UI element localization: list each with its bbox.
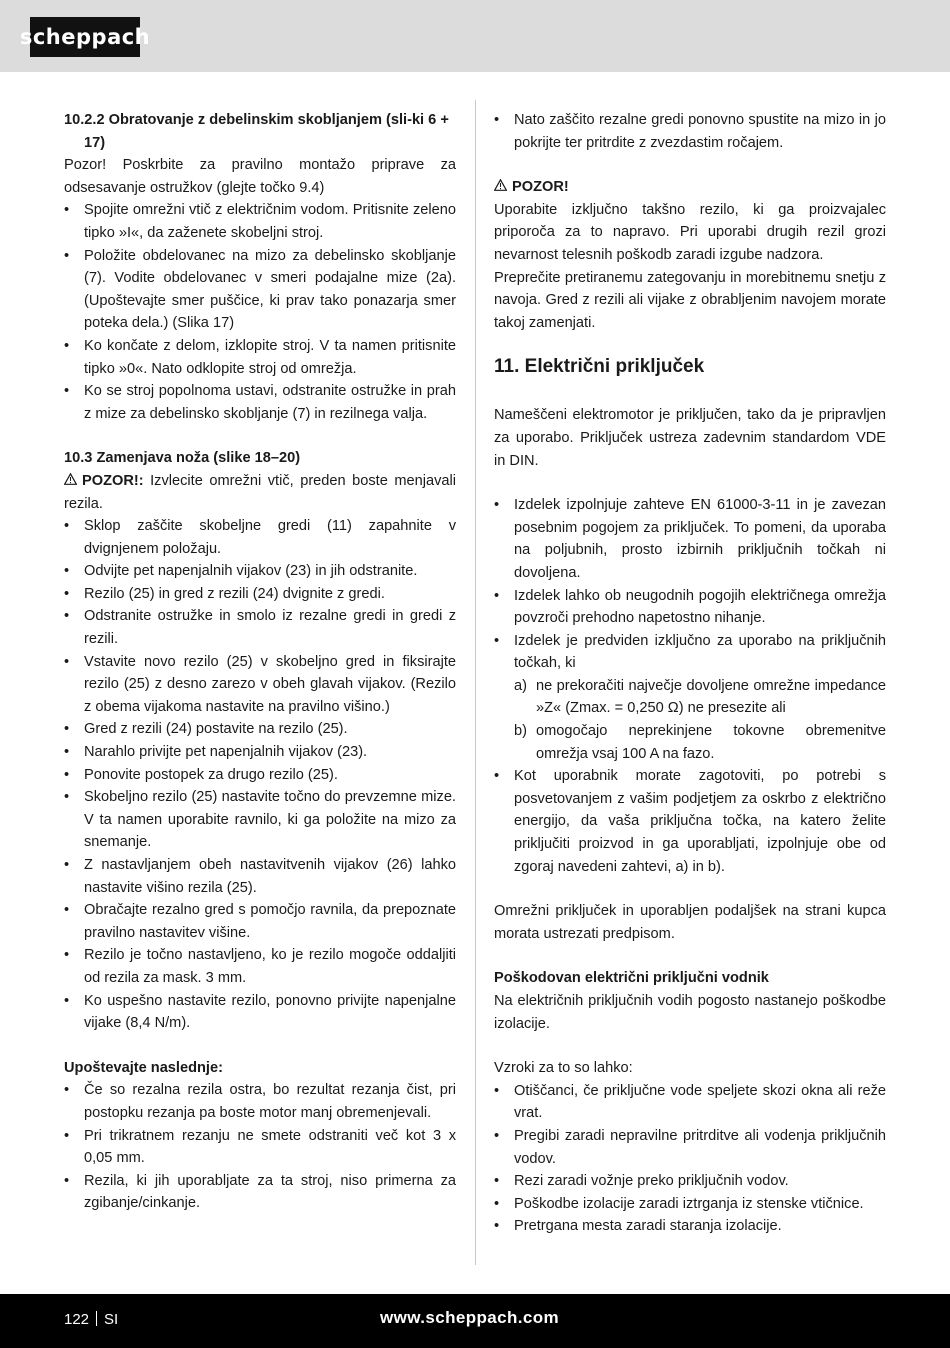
s1-intro: Pozor! Poskrbite za pravilno montažo priprave za odsesavanje ostružkov (glejte točko 9.4)	[64, 157, 456, 196]
list-item: • Kot uporabnik morate zagotoviti, po potrebi s posvetovanjem z vašim podjetjem za oskrbo z električno energijo, da vaša priključna točka, na katero želite priključiti proizvod in ga uporabljati, izpolnjuje obe od zgoraj navedeni zahtevi, a) in b).	[494, 765, 886, 878]
causes-list	[494, 1080, 886, 1238]
warning-heading	[494, 176, 886, 199]
list-item: • Nato zaščito rezalne gredi ponovno spustite na mizo in jo pokrijte ter pritrdite z zvezdastim ročajem.	[494, 109, 886, 154]
s2-list	[64, 515, 456, 1035]
list-item: • Obračajte rezalno gred s pomočjo ravnila, da prepoznate pravilno nastavitev višine.	[64, 899, 456, 944]
separator	[96, 1311, 97, 1326]
section-title-11: 11. Električni priključek	[494, 356, 705, 378]
section-title-10-2-2: 10.2.2 Obratovanje z debelinskim skobljanjem (sli-ki 6 + 17)	[64, 112, 449, 151]
list-item: • Pri trikratnem rezanju ne smete odstraniti več kot 3 x 0,05 mm.	[64, 1125, 456, 1170]
warning-paragraph-2: Preprečite pretiranemu zategovanju in morebitnemu snetju z navoja. Gred z rezili ali vijake z obrabljenim navojem morate takoj zamenjati.	[494, 269, 886, 331]
list-item: • Poškodbe izolacije zaradi iztrganja iz stenske vtičnice.	[494, 1193, 886, 1216]
list-item: • Narahlo privijte pet napenjalnih vijakov (23).	[64, 741, 456, 764]
list-item: • Odstranite ostružke in smolo iz rezalne gredi in gredi z rezili.	[64, 605, 456, 650]
list-item: • Vstavite novo rezilo (25) v skobeljno gred in fiksirajte rezilo (25) z desno zarezo v obeh glavah vijakov. (Rezilo z obema vijakoma nastavite na pravilno višino.)	[64, 651, 456, 719]
warning-label: POZOR!	[512, 179, 569, 196]
right-column	[494, 109, 886, 1238]
list-item: • Če so rezalna rezila ostra, bo rezultat rezanja čist, pri postopku rezanja pa boste motor manj obremenjevali.	[64, 1079, 456, 1124]
s2-warning	[64, 470, 456, 515]
column-divider	[475, 100, 476, 1265]
list-item: • Skobeljno rezilo (25) nastavite točno do prevzemne mize. V ta namen uporabite ravnilo, ki ga položite na mizo za snemanje.	[64, 786, 456, 854]
warning-paragraph-1: Uporabite izključno takšno rezilo, ki ga proizvajalec priporoča za to napravo. Pri uporabi drugih rezil grozi nevarnost telesnih poškodb zaradi izgube nadzora.	[494, 201, 886, 263]
list-item: • Gred z rezili (24) postavite na rezilo (25).	[64, 718, 456, 741]
note-title: Upoštevajte naslednje:	[64, 1059, 223, 1076]
list-item: • Pregibi zaradi nepravilne pritrditve ali vodenja priključnih vodov.	[494, 1125, 886, 1170]
sub-list	[494, 675, 886, 765]
s3-list	[64, 1079, 456, 1215]
list-item: • Odvijte pet napenjalnih vijakov (23) in jih odstranite.	[64, 560, 456, 583]
top-list	[494, 109, 886, 154]
list-item: • Izdelek je predviden izključno za uporabo na priključnih točkah, ki	[494, 630, 886, 675]
list-item: • Spojite omrežni vtič z električnim vodom. Pritisnite zeleno tipko »I«, da zaženete skobeljni stroj.	[64, 199, 456, 244]
list-item: • Z nastavljanjem obeh nastavitvenih vijakov (26) lahko nastavite višino rezila (25).	[64, 854, 456, 899]
page-footer	[0, 1294, 950, 1348]
mains-paragraph: Omrežni priključek in uporabljen podaljšek na strani kupca morata ustrezati predpisom.	[494, 903, 886, 942]
warning-icon	[494, 176, 508, 199]
list-item: • Izdelek lahko ob neugodnih pogojih električnega omrežja povzroči prehodno napetostno nihanje.	[494, 585, 886, 630]
sub-item-a: a) ne prekoračiti največje dovoljene omrežne impedance »Z« (Zmax. = 0,250 Ω) ne presezite ali	[514, 677, 886, 717]
scheppach-logo: scheppach	[30, 17, 140, 57]
website-url: www.scheppach.com	[380, 1308, 560, 1327]
s1-list	[64, 199, 456, 425]
list-item: • Ko končate z delom, izklopite stroj. V ta namen pritisnite tipko »0«. Nato odklopite stroj od omrežja.	[64, 335, 456, 380]
section-title-10-3: 10.3 Zamenjava noža (slike 18–20)	[64, 450, 301, 467]
list-item: • Rezi zaradi vožnje preko priključnih vodov.	[494, 1170, 886, 1193]
damaged-cable-text: Na električnih priključnih vodih pogosto nastanejo poškodbe izolacije.	[494, 993, 886, 1032]
list-item: • Ponovite postopek za drugo rezilo (25).	[64, 764, 456, 787]
page-header	[0, 0, 950, 72]
list-item: • Položite obdelovanec na mizo za debelinsko skobljanje (7). Vodite obdelovanec v smeri podajalne mize (2a). (Upoštevajte smer puščice, ki prav tako ponazarja smer poteka dela.) (Slika 17)	[64, 245, 456, 335]
list-item: • Otiščanci, če priključne vode speljete skozi okna ali reže vrat.	[494, 1080, 886, 1125]
list-item: • Rezila, ki jih uporabljate za ta stroj, niso primerna za zgibanje/cinkanje.	[64, 1170, 456, 1215]
list-item: • Rezilo je točno nastavljeno, ko je rezilo mogoče oddaljiti od rezila za mask. 3 mm.	[64, 944, 456, 989]
s11-list-2	[494, 765, 886, 878]
s11-list	[494, 494, 886, 675]
list-item: • Sklop zaščite skobeljne gredi (11) zapahnite v dvignjenem položaju.	[64, 515, 456, 560]
list-item: • Ko se stroj popolnoma ustavi, odstranite ostružke in prah z mize za debelinsko skobljanje (7) in rezilnega valja.	[64, 380, 456, 425]
list-item: • Rezilo (25) in gred z rezili (24) dvignite z gredi.	[64, 583, 456, 606]
damaged-cable-title: Poškodovan električni priključni vodnik	[494, 970, 769, 987]
left-column	[64, 109, 456, 1215]
sub-item-b: b) omogočajo neprekinjene tokovne obremenitve omrežja vsaj 100 A na fazo.	[514, 723, 886, 762]
warning-label: POZOR!:	[82, 472, 144, 489]
page-number: 122 SI	[64, 1311, 119, 1328]
list-item: • Izdelek izpolnjuje zahteve EN 61000-3-11 in je zavezan posebnim pogojem za priključek. To pomeni, da uporaba na poljubnih, prosto izbirnih priključnih točkah ni dovoljena.	[494, 494, 886, 584]
list-item: • Pretrgana mesta zaradi staranja izolacije.	[494, 1215, 886, 1238]
warning-text: Izvlecite omrežni vtič, preden boste menjavali rezila.	[64, 472, 456, 512]
causes-intro: Vzroki za to so lahko:	[494, 1060, 633, 1077]
warning-icon	[64, 470, 78, 493]
s11-intro: Nameščeni elektromotor je priključen, tako da je pripravljen za uporabo. Priključek ustreza zadevnim standardom VDE in DIN.	[494, 407, 886, 469]
list-item: • Ko uspešno nastavite rezilo, ponovno privijte napenjalne vijake (8,4 N/m).	[64, 990, 456, 1035]
